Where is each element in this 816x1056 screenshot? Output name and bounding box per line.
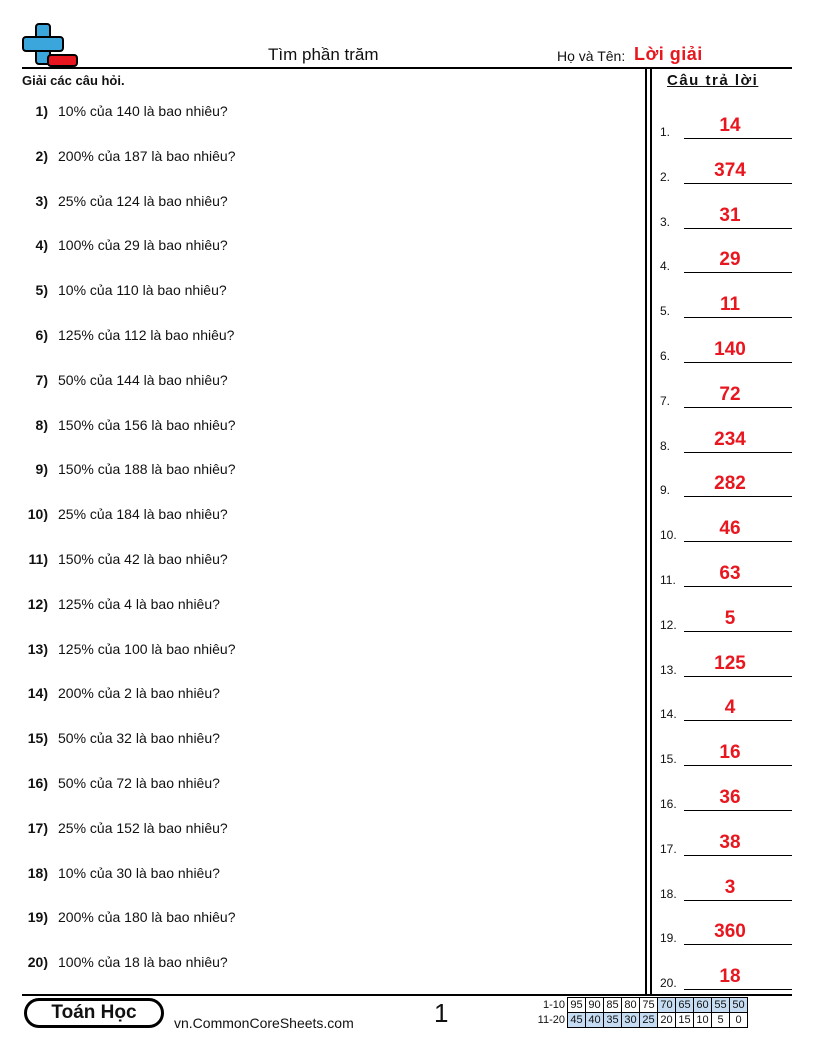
answer-number: 16. xyxy=(660,797,677,811)
score-row-label: 1-10 xyxy=(542,999,565,1011)
answers-heading: Câu trả lời xyxy=(667,72,759,89)
answer-item xyxy=(660,115,792,139)
score-row xyxy=(529,1013,748,1028)
answer-value: 4 xyxy=(724,697,736,719)
answer-number: 6. xyxy=(660,349,671,363)
score-cell: 80 xyxy=(622,998,640,1013)
question-text: 25% của 184 là bao nhiêu? xyxy=(58,506,228,523)
question-text: 10% của 30 là bao nhiêu? xyxy=(58,864,220,881)
question-item xyxy=(0,954,640,974)
question-number: 7) xyxy=(35,371,48,388)
header-divider xyxy=(22,67,792,69)
score-cell: 50 xyxy=(730,998,748,1013)
answer-number: 7. xyxy=(660,393,671,408)
question-number: 20) xyxy=(27,954,48,971)
score-cell: 30 xyxy=(622,1013,640,1028)
answer-line xyxy=(684,272,792,273)
answer-value: 5 xyxy=(724,607,736,629)
answer-value: 29 xyxy=(719,249,741,271)
question-text: 25% của 152 là bao nhiêu? xyxy=(58,819,228,836)
answer-line xyxy=(684,944,792,945)
question-item xyxy=(0,372,640,392)
question-number: 9) xyxy=(35,461,48,478)
score-cell: 85 xyxy=(604,998,622,1013)
answer-item xyxy=(660,518,792,542)
answer-line xyxy=(684,810,792,811)
question-number: 8) xyxy=(35,416,48,433)
answer-item xyxy=(660,608,792,632)
answer-item xyxy=(660,877,792,901)
question-item xyxy=(0,327,640,347)
question-item xyxy=(0,148,640,168)
answer-number: 10. xyxy=(660,528,677,543)
question-text: 50% của 72 là bao nhiêu? xyxy=(58,775,220,791)
answer-number: 2. xyxy=(660,169,671,184)
question-item xyxy=(0,461,640,481)
answer-value: 360 xyxy=(714,921,746,943)
answer-value: 72 xyxy=(719,383,741,405)
answer-item xyxy=(660,205,792,229)
question-text: 150% của 188 là bao nhiêu? xyxy=(58,461,236,478)
answer-value: 234 xyxy=(714,428,746,450)
score-cell: 10 xyxy=(694,1013,712,1028)
question-item xyxy=(0,865,640,885)
score-cell: 65 xyxy=(676,998,694,1013)
answer-number: 11. xyxy=(660,573,676,587)
answer-number: 4. xyxy=(660,259,671,274)
answer-value: 14 xyxy=(719,115,741,136)
question-number: 1) xyxy=(35,103,48,119)
score-cell: 60 xyxy=(694,998,712,1013)
answer-value: 18 xyxy=(719,966,741,988)
answer-value: 125 xyxy=(714,652,746,674)
answer-item xyxy=(660,697,792,721)
question-item xyxy=(0,282,640,302)
question-item xyxy=(0,730,640,750)
question-item xyxy=(0,685,640,705)
answer-line xyxy=(684,496,792,497)
score-cell: 0 xyxy=(730,1013,748,1028)
plus-minus-logo-icon xyxy=(22,22,78,68)
question-number: 11) xyxy=(28,551,48,567)
answer-line xyxy=(684,676,792,677)
score-cell: 45 xyxy=(568,1013,586,1028)
answer-item xyxy=(660,429,792,453)
score-cell: 15 xyxy=(676,1013,694,1028)
question-text: 200% của 2 là bao nhiêu? xyxy=(58,685,220,702)
answer-number: 18. xyxy=(660,886,677,901)
question-item xyxy=(0,775,640,795)
name-label: Họ và Tên: xyxy=(557,48,626,64)
answer-line xyxy=(684,900,792,901)
question-item xyxy=(0,909,640,929)
question-number: 12) xyxy=(27,595,48,612)
answer-value: 38 xyxy=(719,831,741,853)
answer-value: 140 xyxy=(714,339,746,360)
instructions: Giải các câu hỏi. xyxy=(22,73,125,88)
question-text: 10% của 110 là bao nhiêu? xyxy=(58,282,227,299)
answer-value: 11 xyxy=(719,294,741,316)
score-cell: 90 xyxy=(586,998,604,1013)
answer-line xyxy=(684,317,792,318)
question-text: 50% của 144 là bao nhiêu? xyxy=(58,371,228,388)
answer-line xyxy=(684,452,792,453)
site-url: vn.CommonCoreSheets.com xyxy=(174,1015,354,1031)
answer-item xyxy=(660,832,792,856)
answer-value: 31 xyxy=(719,204,741,226)
answer-value: 3 xyxy=(724,876,736,898)
answer-number: 14. xyxy=(660,707,677,722)
question-number: 3) xyxy=(35,192,48,209)
answer-line xyxy=(684,541,792,542)
question-text: 10% của 140 là bao nhiêu? xyxy=(58,103,228,119)
answer-number: 12. xyxy=(660,617,677,632)
name-value: Lời giải xyxy=(634,44,703,64)
answer-item xyxy=(660,563,792,587)
answer-item xyxy=(660,742,792,766)
answer-item xyxy=(660,966,792,990)
answer-line xyxy=(684,362,792,363)
question-item xyxy=(0,237,640,257)
answer-column-divider xyxy=(645,67,647,994)
answer-number: 15. xyxy=(660,752,677,767)
question-number: 4) xyxy=(35,237,48,254)
answer-item xyxy=(660,294,792,318)
answer-number: 17. xyxy=(660,841,677,856)
score-cell: 55 xyxy=(712,998,730,1013)
answer-line xyxy=(684,407,792,408)
answer-value: 36 xyxy=(719,787,741,808)
question-number: 6) xyxy=(35,327,48,343)
score-cell: 5 xyxy=(712,1013,730,1028)
question-item xyxy=(0,193,640,213)
question-text: 200% của 187 là bao nhiêu? xyxy=(58,147,236,164)
answer-line xyxy=(684,228,792,229)
answer-value: 46 xyxy=(719,518,741,540)
answer-line xyxy=(684,183,792,184)
question-text: 25% của 124 là bao nhiêu? xyxy=(58,192,228,209)
question-text: 100% của 29 là bao nhiêu? xyxy=(58,237,228,254)
footer-divider xyxy=(22,994,792,996)
answer-number: 8. xyxy=(660,438,671,453)
answer-number: 9. xyxy=(660,483,671,498)
question-text: 150% của 42 là bao nhiêu? xyxy=(58,551,228,567)
question-item xyxy=(0,417,640,437)
brand-badge: Toán Học xyxy=(24,998,164,1028)
answer-number: 3. xyxy=(660,214,671,229)
score-cell: 95 xyxy=(568,998,586,1013)
score-cell: 20 xyxy=(658,1013,676,1028)
question-text: 150% của 156 là bao nhiêu? xyxy=(58,416,236,433)
question-number: 17) xyxy=(27,819,48,836)
page-number: 1 xyxy=(434,998,449,1028)
score-cell: 35 xyxy=(604,1013,622,1028)
answer-line xyxy=(684,720,792,721)
question-number: 18) xyxy=(27,864,48,881)
score-cell: 75 xyxy=(640,998,658,1013)
worksheet-title: Tìm phần trăm xyxy=(268,45,379,64)
answer-line xyxy=(684,855,792,856)
question-item xyxy=(0,596,640,616)
answer-value: 16 xyxy=(719,742,741,764)
question-item xyxy=(0,506,640,526)
score-row xyxy=(529,998,748,1013)
question-number: 10) xyxy=(27,506,48,523)
question-text: 125% của 4 là bao nhiêu? xyxy=(58,595,220,612)
question-text: 50% của 32 là bao nhiêu? xyxy=(58,730,220,747)
question-item xyxy=(0,103,640,123)
answer-item xyxy=(660,653,792,677)
answer-line xyxy=(684,765,792,766)
question-item xyxy=(0,641,640,661)
question-number: 16) xyxy=(27,775,48,791)
answer-number: 5. xyxy=(660,304,671,319)
answer-item xyxy=(660,787,792,811)
answer-line xyxy=(684,989,792,990)
answer-line xyxy=(684,138,792,139)
answer-column-divider-inner xyxy=(650,67,652,994)
answer-line xyxy=(684,586,792,587)
answer-number: 1. xyxy=(660,125,671,139)
question-text: 200% của 180 là bao nhiêu? xyxy=(58,909,236,926)
question-number: 19) xyxy=(27,909,48,926)
answer-item xyxy=(660,249,792,273)
score-cell: 25 xyxy=(640,1013,658,1028)
question-item xyxy=(0,820,640,840)
question-item xyxy=(0,551,640,571)
question-text: 125% của 100 là bao nhiêu? xyxy=(58,640,236,657)
question-number: 15) xyxy=(27,730,48,747)
answer-item xyxy=(660,339,792,363)
answer-item xyxy=(660,473,792,497)
question-text: 100% của 18 là bao nhiêu? xyxy=(58,954,228,971)
answer-line xyxy=(684,631,792,632)
score-cell: 40 xyxy=(586,1013,604,1028)
score-cell: 70 xyxy=(658,998,676,1013)
question-number: 13) xyxy=(27,640,48,657)
answer-item xyxy=(660,921,792,945)
question-number: 2) xyxy=(35,147,48,164)
question-text: 125% của 112 là bao nhiêu? xyxy=(58,327,235,343)
answer-value: 282 xyxy=(714,473,746,495)
score-row-label: 11-20 xyxy=(537,1014,565,1026)
question-number: 5) xyxy=(35,282,48,299)
answer-value: 374 xyxy=(714,159,746,181)
question-number: 14) xyxy=(27,685,48,702)
answer-item xyxy=(660,384,792,408)
answer-number: 20. xyxy=(660,976,677,991)
answer-number: 13. xyxy=(660,662,677,677)
answer-item xyxy=(660,160,792,184)
score-table xyxy=(529,997,748,1028)
answer-value: 63 xyxy=(719,563,741,584)
answer-number: 19. xyxy=(660,931,677,946)
